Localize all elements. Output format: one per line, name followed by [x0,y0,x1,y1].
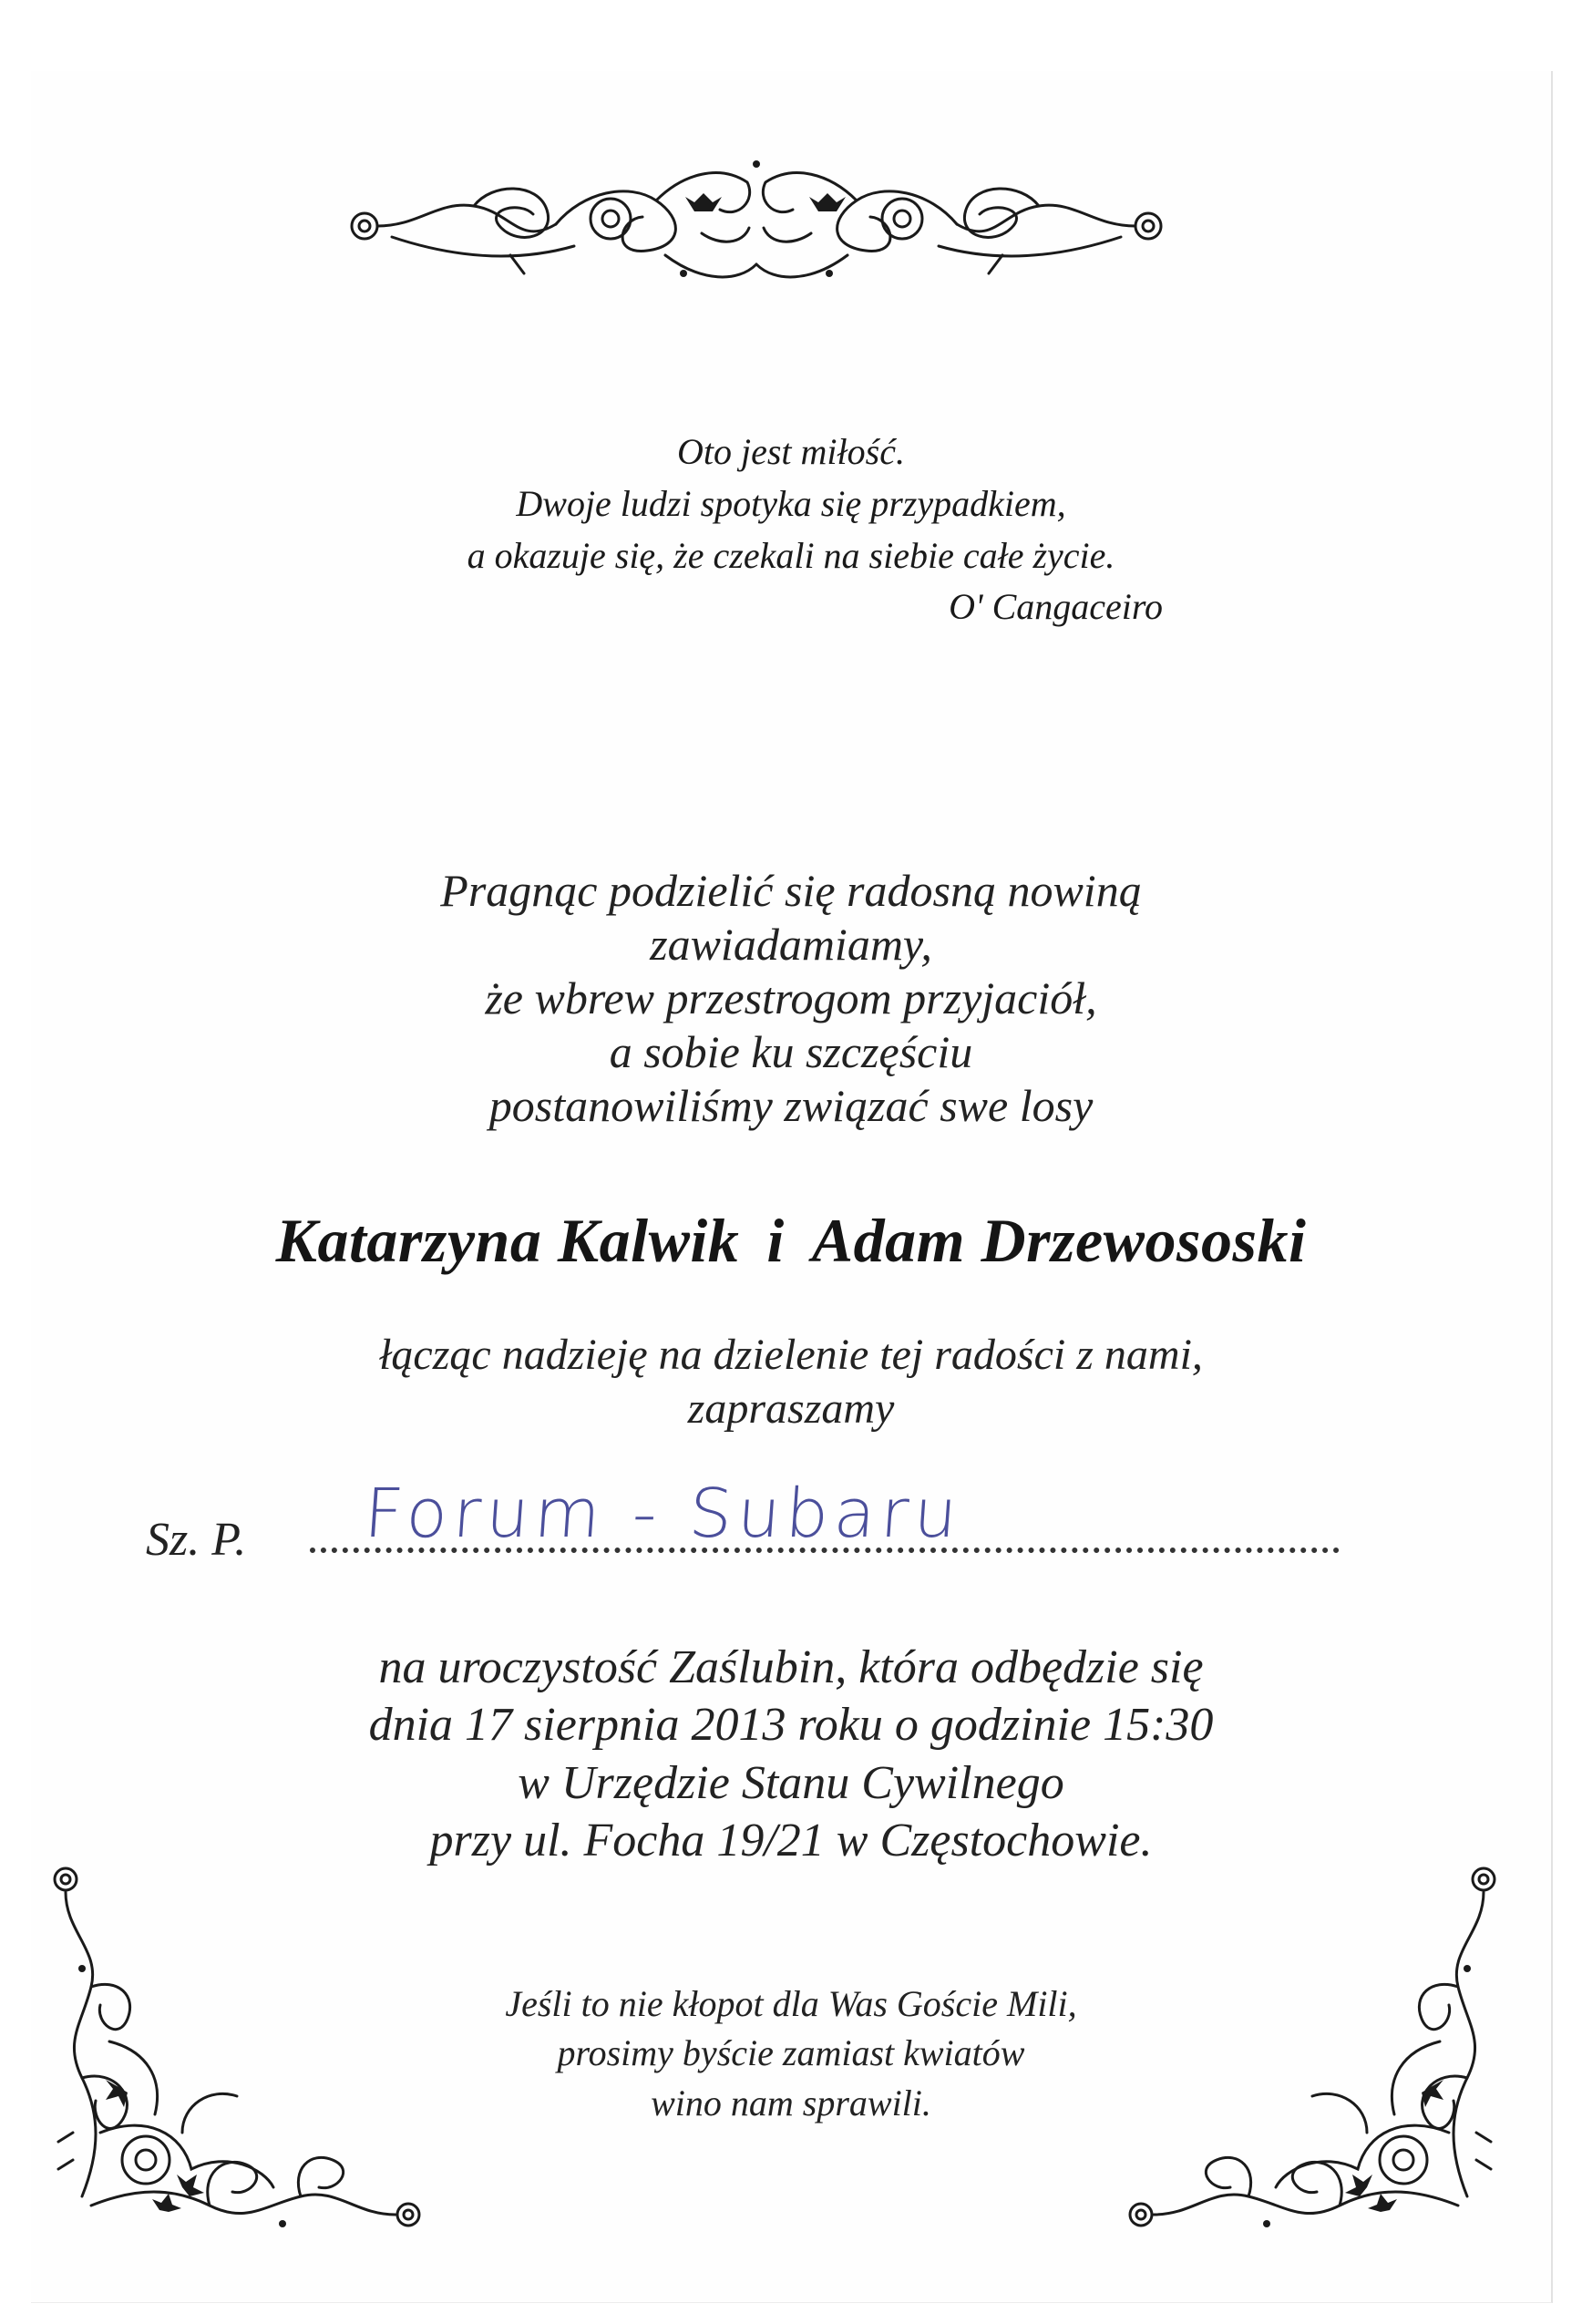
announcement-text [0,864,1582,1133]
ceremony-line: przy ul. Focha 19/21 w Częstochowie. [429,1815,1153,1867]
ceremony-line: dnia 17 sierpnia 2013 roku o godzinie 15:30 [368,1699,1214,1752]
announcement-line: Pragnąc podzielić się radosną nowiną [440,865,1142,916]
addressee-line [146,1475,1422,1577]
closing-line: wino nam sprawili. [651,2082,931,2123]
invitation-text [0,1329,1582,1435]
quote-line: Oto jest miłość. [677,431,905,472]
closing-line: Jeśli to nie kłopot dla Was Goście Mili, [505,1983,1077,2024]
top-flourish-ornament [337,146,1176,301]
ceremony-details [0,1639,1582,1870]
quote-line: a okazuje się, że czekali na siebie całe życie. [467,534,1115,576]
quote-line: Dwoje ludzi spotyka się przypadkiem, [516,482,1066,524]
closing-verse [0,1980,1582,2128]
closing-line: prosimy byście zamiast kwiatów [557,2032,1025,2074]
names-conjunction: i [766,1206,785,1275]
quote-author: O' Cangaceiro [949,586,1163,628]
ceremony-line: na uroczystość Zaślubin, która odbędzie się [378,1641,1204,1693]
invitation-line: łącząc nadzieję na dzielenie tej radości z nami, [379,1331,1203,1379]
couple-names [0,1205,1582,1277]
addressee-prefix: Sz. P. [146,1514,247,1566]
handwritten-addressee-name: Forum - Subaru [361,1475,965,1553]
opening-quote [0,427,1582,633]
bride-name: Katarzyna Kalwik [275,1206,740,1275]
ceremony-line: w Urzędzie Stanu Cywilnego [518,1756,1064,1809]
groom-name: Adam Drzewososki [811,1206,1307,1275]
announcement-line: zawiadamiamy, [650,919,932,970]
invitation-line: zapraszamy [687,1383,895,1433]
announcement-line: że wbrew przestrogom przyjaciół, [485,972,1097,1023]
announcement-line: a sobie ku szczęściu [609,1026,973,1077]
announcement-line: postanowiliśmy związać swe losy [488,1080,1094,1131]
